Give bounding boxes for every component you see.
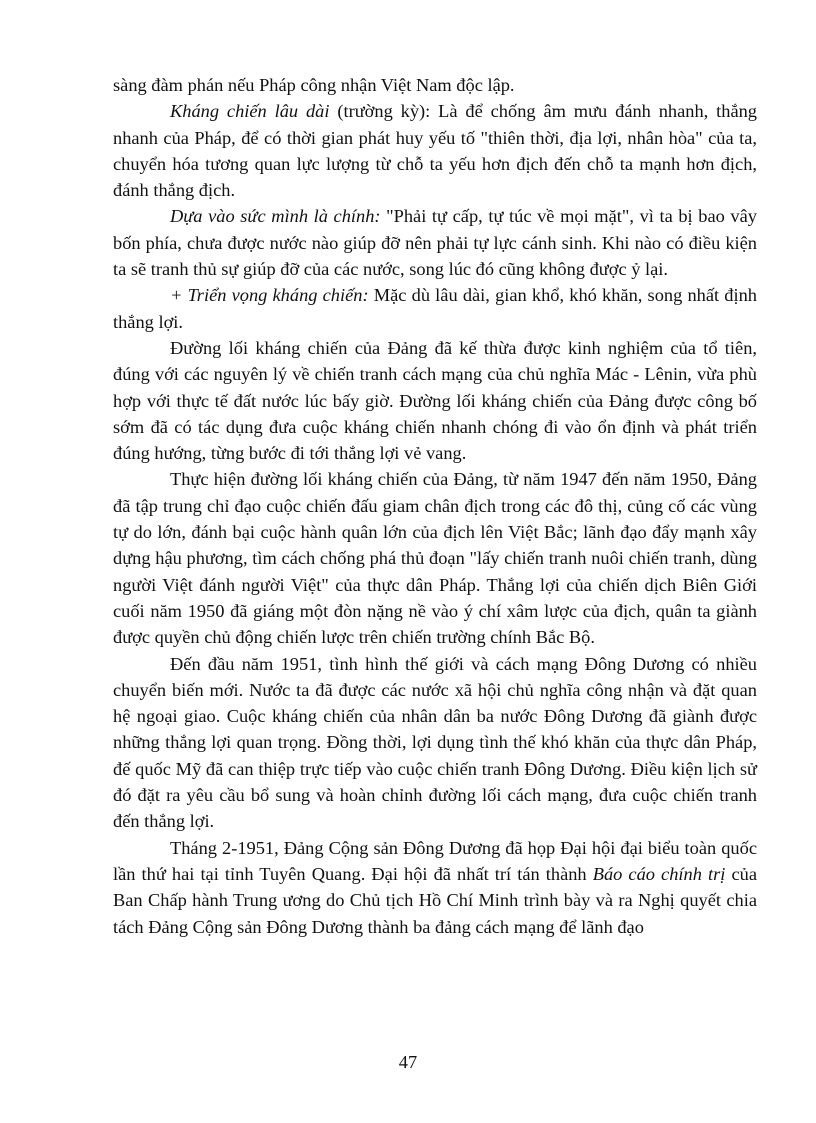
- paragraph-text: Tháng 2-1951, Đảng Cộng sản Đông Dương đã họp Đại hội đại biểu toàn quốc lần thứ hai tại tỉnh Tuyên Quang. Đại hội đã nhất trí tán thành: [113, 837, 757, 884]
- paragraph-1951-situation: [113, 651, 757, 835]
- paragraph-continuation: [113, 72, 757, 98]
- paragraph-text: (trường kỳ): Là để chống âm mưu đánh nhanh, thắng nhanh của Pháp, để có thời gian phát huy yếu tố "thiên thời, địa lợi, nhân hòa" của ta, chuyển hóa tương quan lực lượng từ chỗ ta yếu hơn địch đến chỗ ta mạnh hơn địch, đánh thắng địch.: [113, 101, 758, 201]
- paragraph-resistance-line: [113, 335, 757, 466]
- paragraph-text: "Phải tự cấp, tự túc về mọi mặt", vì ta bị bao vây bốn phía, chưa được nước nào giúp đỡ nên phải tự lực cánh sinh. Khi nào có điều kiện ta sẽ tranh thủ sự giúp đỡ của các nước, song lúc đó cũng không được ỷ lại.: [113, 206, 757, 280]
- paragraph-second-congress: [113, 835, 757, 940]
- paragraph-emphasis-italic: Báo cáo chính trị: [592, 863, 726, 884]
- paragraph-lead-italic: Dựa vào sức mình là chính:: [170, 206, 381, 227]
- document-body: [113, 72, 757, 940]
- paragraph-text: Thực hiện đường lối kháng chiến của Đảng, từ năm 1947 đến năm 1950, Đảng đã tập trung chỉ đạo cuộc chiến đấu giam chân địch trong các đô thị, củng cố các vùng tự do lớn, đánh bại cuộc hành quân lớn của địch lên Việt Bắc; lãnh đạo đẩy mạnh xây dựng hậu phương, tìm cách chống phá thủ đoạn "lấy chiến tranh nuôi chiến tranh, dùng người Việt đánh người Việt" của thực dân Pháp. Thắng lợi của chiến dịch Biên Giới cuối năm 1950 đã giáng một đòn nặng nề vào ý chí xâm lược của địch, quân ta giành được quyền chủ động chiến lược trên chiến trường chính Bắc Bộ.: [113, 469, 757, 648]
- paragraph-long-term-resistance: [113, 98, 757, 203]
- paragraph-text: Đến đầu năm 1951, tình hình thế giới và cách mạng Đông Dương có nhiều chuyển biến mới. Nước ta đã được các nước xã hội chủ nghĩa công nhận và đặt quan hệ ngoại giao. Cuộc kháng chiến của nhân dân ba nước Đông Dương đã giành được những thắng lợi quan trọng. Đồng thời, lợi dụng tình thế khó khăn của thực dân Pháp, đế quốc Mỹ đã can thiệp trực tiếp vào cuộc chiến tranh Đông Dương. Điều kiện lịch sử đó đặt ra yêu cầu bổ sung và hoàn chỉnh đường lối cách mạng, đưa cuộc chiến tranh đến thắng lợi.: [113, 653, 757, 832]
- paragraph-prospects: [113, 282, 757, 335]
- paragraph-self-reliance: [113, 203, 757, 282]
- paragraph-implementation: [113, 466, 757, 650]
- paragraph-lead-italic: + Triển vọng kháng chiến:: [170, 285, 369, 306]
- paragraph-text-tail: của Ban Chấp hành Trung ương do Chủ tịch Hồ Chí Minh trình bày và ra Nghị quyết chia tách Đảng Cộng sản Đông Dương thành ba đảng cách mạng để lãnh đạo: [113, 863, 757, 937]
- page-number: 47: [398, 1052, 418, 1072]
- paragraph-text: Mặc dù lâu dài, gian khổ, khó khăn, song nhất định thắng lợi.: [113, 285, 757, 332]
- paragraph-lead-italic: Kháng chiến lâu dài: [170, 101, 330, 122]
- paragraph-text: Đường lối kháng chiến của Đảng đã kế thừa được kinh nghiệm của tổ tiên, đúng với các nguyên lý về chiến tranh cách mạng của chủ nghĩa Mác - Lênin, vừa phù hợp với thực tế đất nước lúc bấy giờ. Đường lối kháng chiến của Đảng được công bố sớm đã có tác dụng đưa cuộc kháng chiến nhanh chóng đi vào ổn định và phát triển đúng hướng, từng bước đi tới thắng lợi vẻ vang.: [113, 337, 757, 464]
- paragraph-text: sàng đàm phán nếu Pháp công nhận Việt Nam độc lập.: [113, 75, 515, 95]
